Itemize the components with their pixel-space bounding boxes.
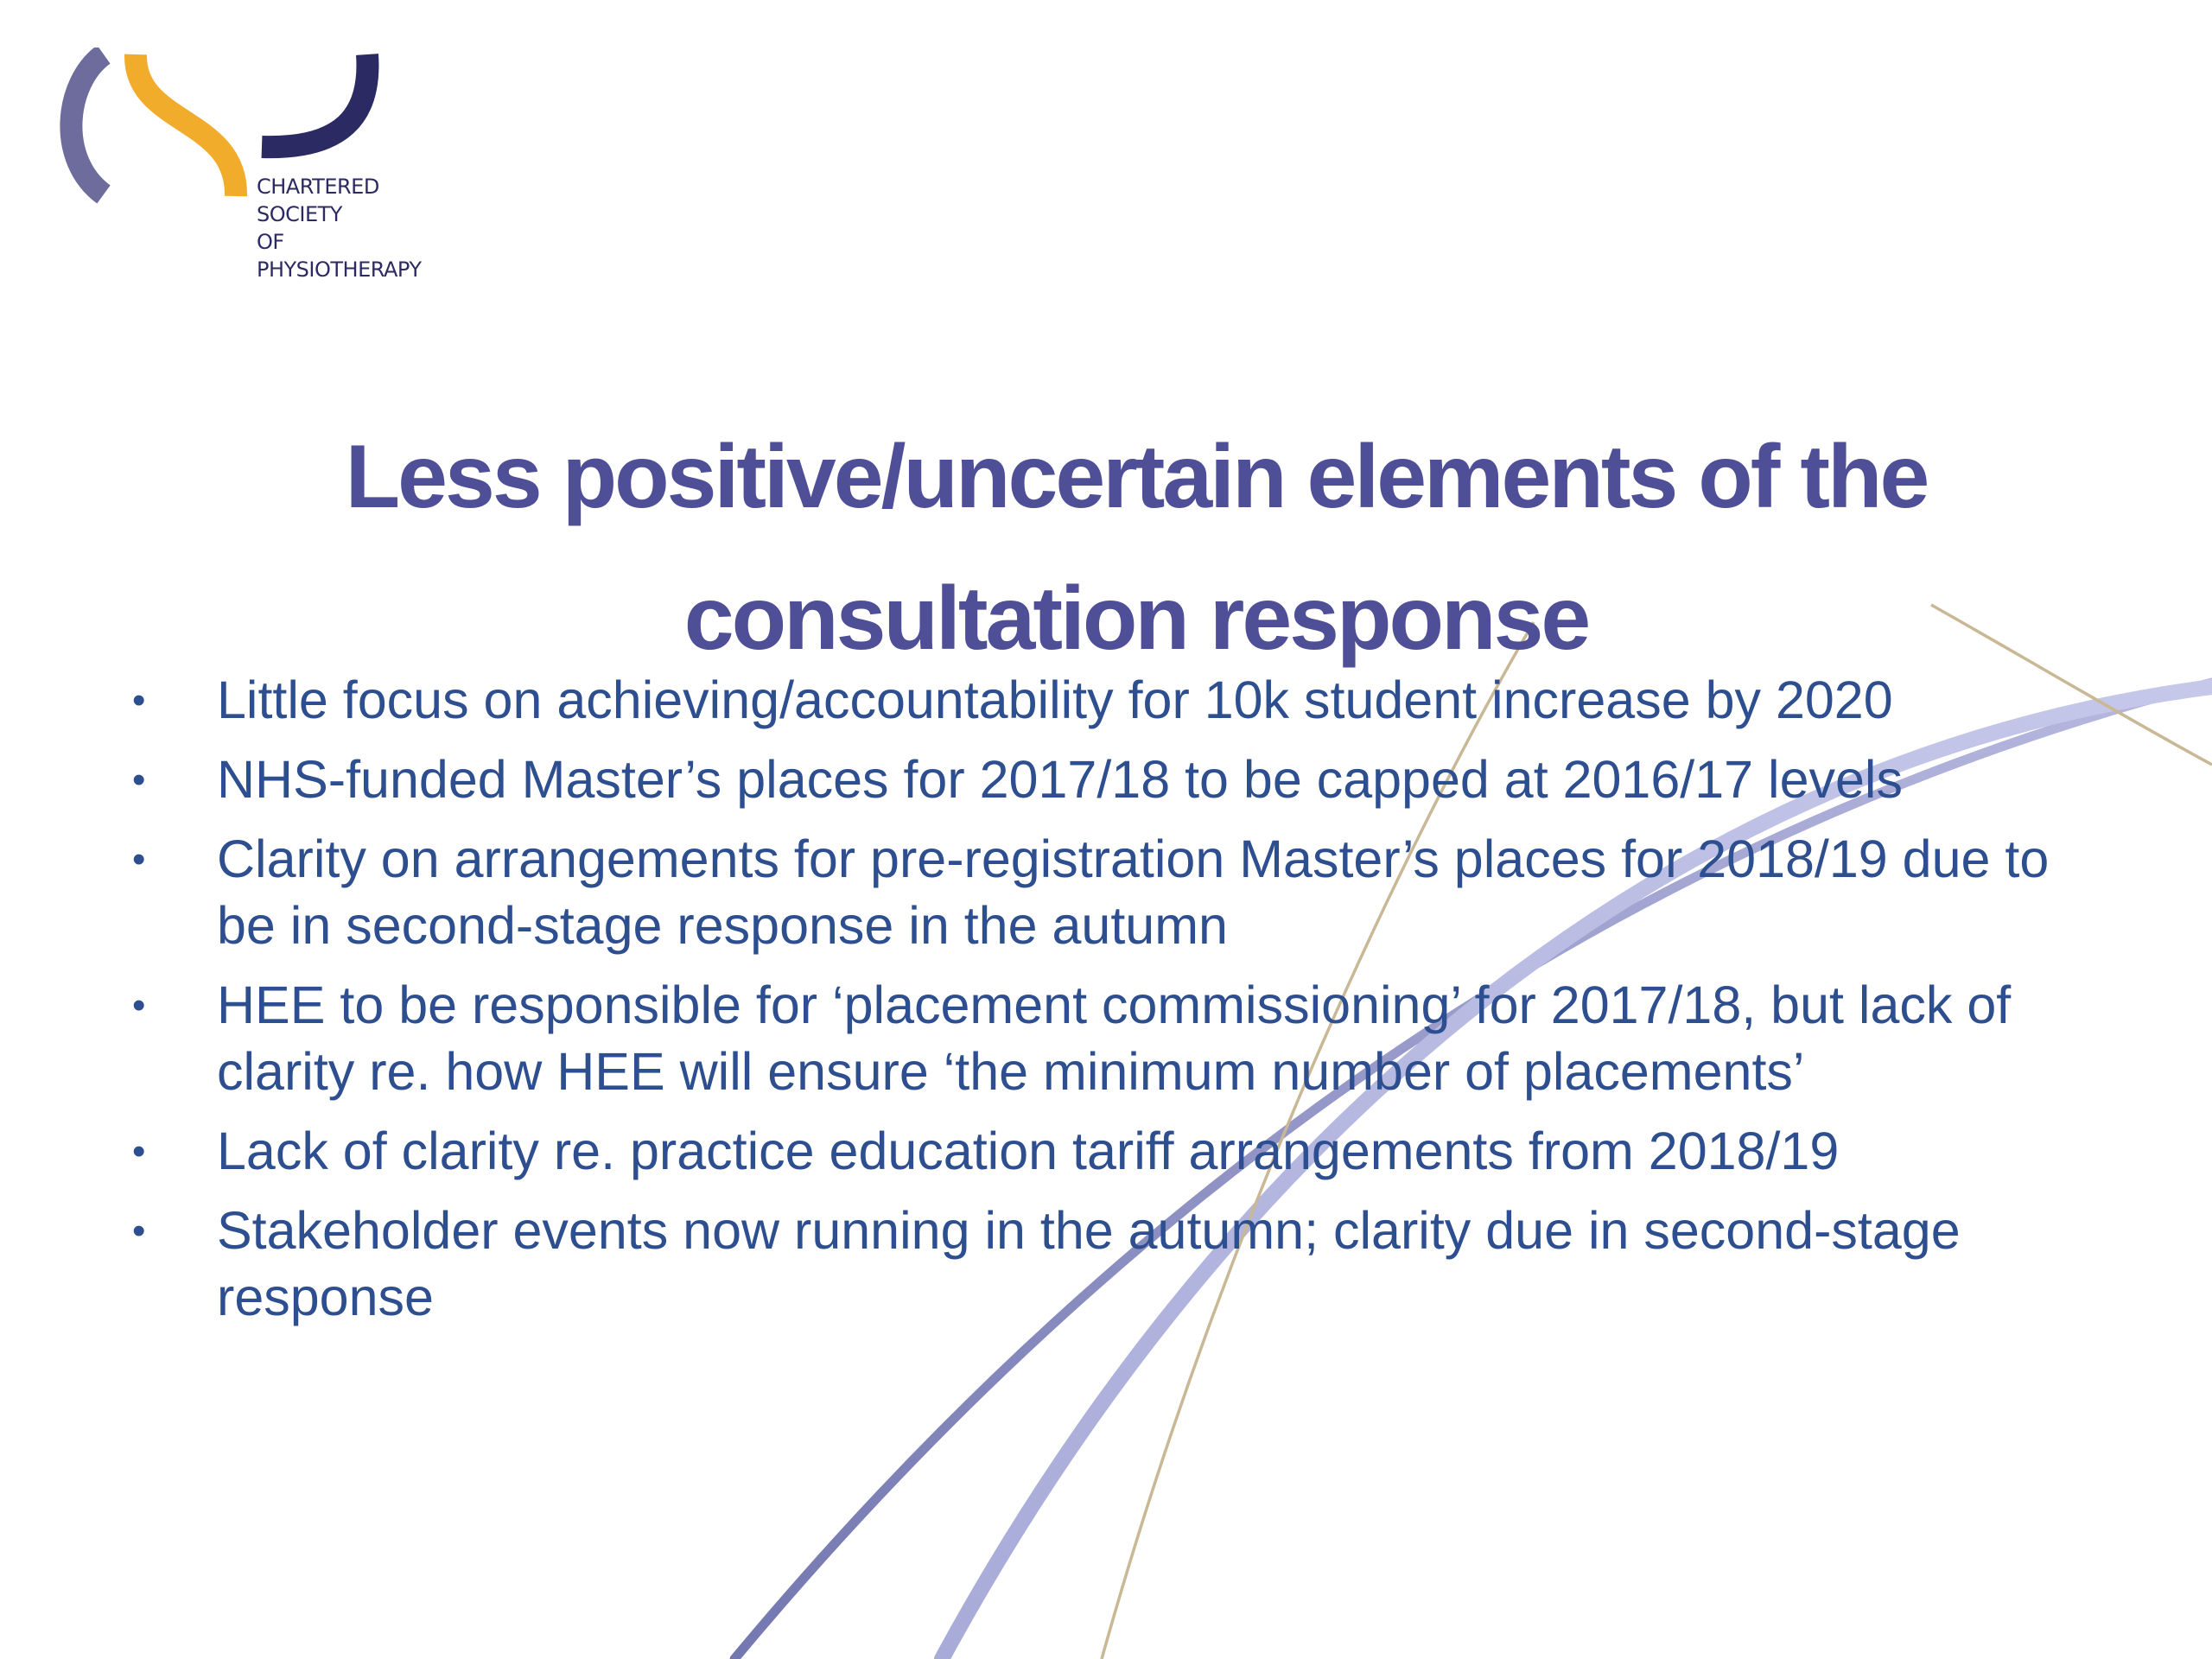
bullet-text: Clarity on arrangements for pre-registration Master’s places for 2018/19 due to be in second-stage response in the autumn: [217, 830, 2050, 955]
bullet-marker: •: [132, 679, 146, 721]
bullet-text: HEE to be responsible for ‘placement commissioning’ for 2017/18, but lack of clarity re. how HEE will ensure ‘the minimum number of placements’: [217, 976, 2012, 1101]
csp-logo: [48, 48, 462, 298]
bullet-marker: •: [132, 1130, 146, 1173]
logo-line-1: CHARTERED: [257, 175, 379, 199]
logo-line-3: OF: [257, 230, 284, 254]
bullet-item: [125, 747, 2113, 813]
bullet-marker: •: [132, 838, 146, 880]
bullet-text: Stakeholder events now running in the autumn; clarity due in second-stage response: [217, 1201, 1961, 1326]
bullet-marker: •: [132, 1210, 146, 1252]
logo-line-4: PHYSIOTHERAPY: [257, 257, 422, 282]
logo-line-2: SOCIETY: [257, 202, 342, 226]
bullet-item: [125, 1198, 2113, 1331]
bullet-list: [125, 667, 2113, 1344]
bullet-item: [125, 972, 2113, 1105]
logo-wordmark: [257, 173, 421, 283]
bullet-item: [125, 667, 2113, 734]
title-line-1: Less positive/uncertain elements of the: [345, 427, 1928, 527]
bullet-marker: •: [132, 759, 146, 801]
bullet-text: Little focus on achieving/accountability for 10k student increase by 2020: [217, 671, 1893, 729]
bullet-item: [125, 826, 2113, 959]
logo-purple-bracket: [71, 54, 104, 194]
bullet-text: Lack of clarity re. practice education tariff arrangements from 2018/19: [217, 1122, 1840, 1180]
bullet-item: [125, 1118, 2113, 1185]
logo-navy-curve: [262, 54, 367, 147]
logo-gold-curve: [136, 54, 236, 196]
title-line-2: consultation response: [683, 569, 1589, 669]
bullet-text: NHS-funded Master’s places for 2017/18 to be capped at 2016/17 levels: [217, 750, 1903, 809]
slide-title: [216, 406, 2056, 690]
bullet-marker: •: [132, 984, 146, 1027]
